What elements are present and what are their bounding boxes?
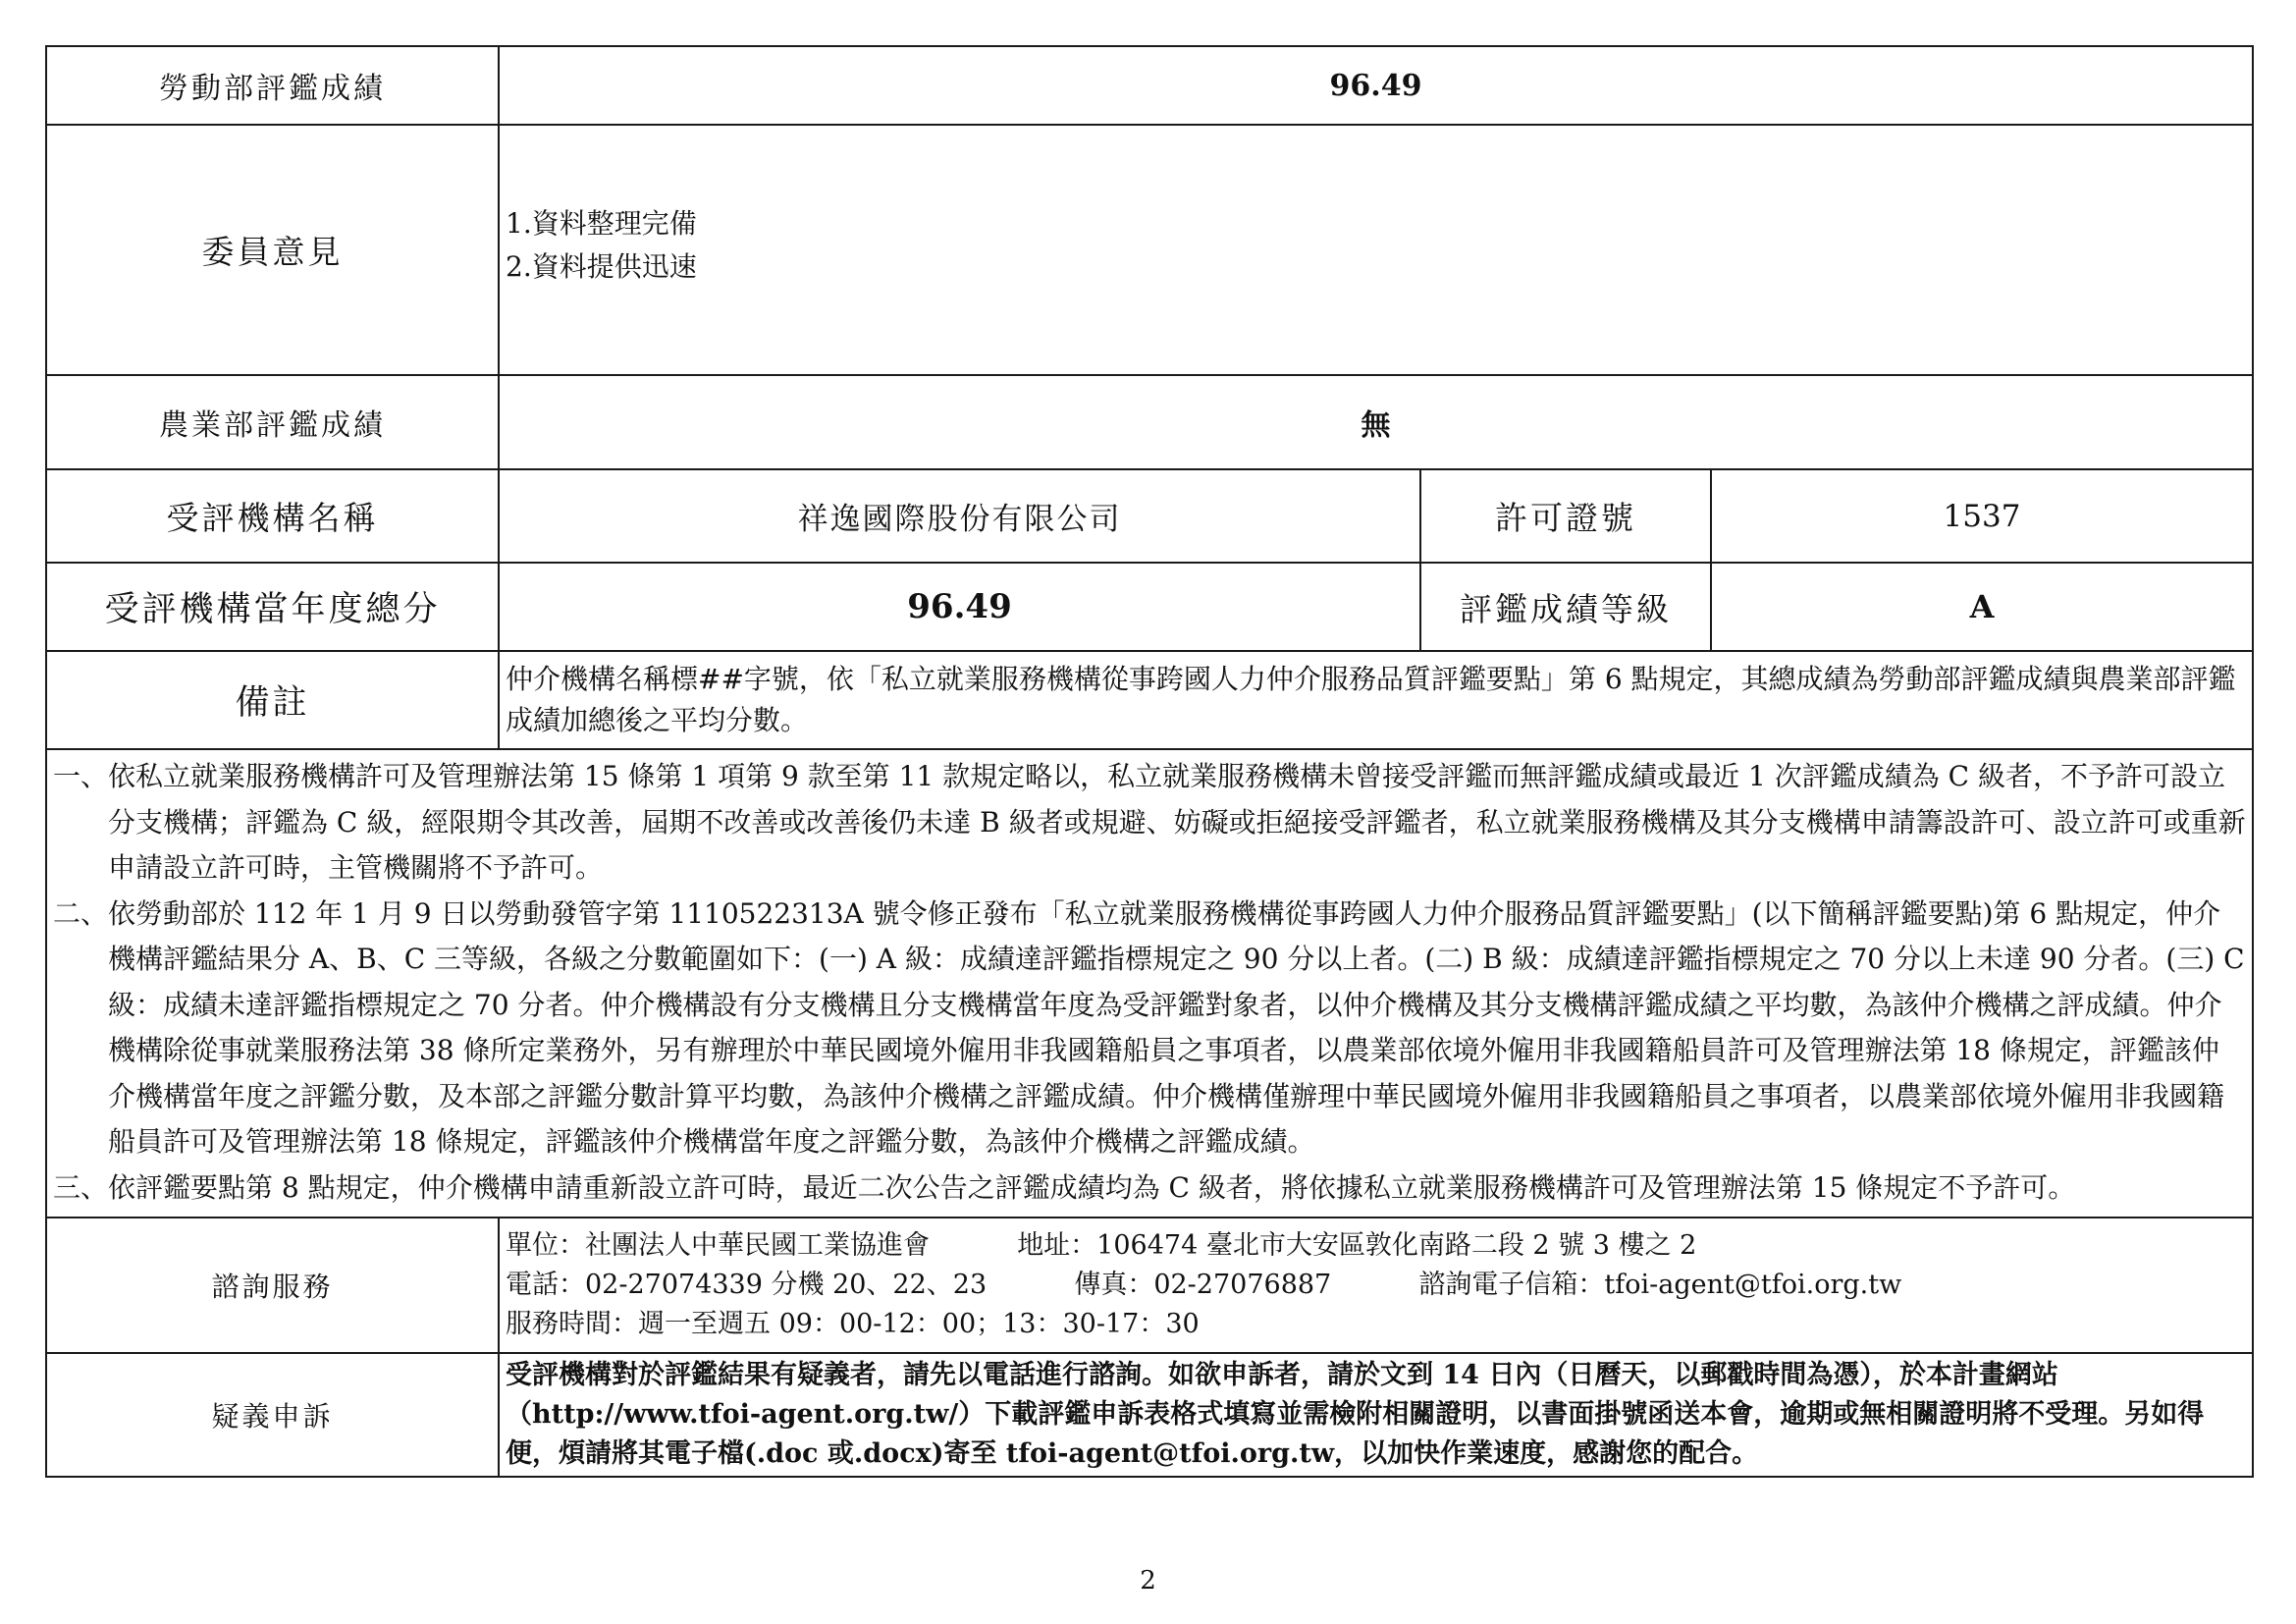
labor-score-label: 勞動部評鑑成績 [46, 46, 499, 125]
note-item [53, 892, 2246, 1165]
labor-score-value: 96.49 [499, 46, 2253, 125]
note-text: 依私立就業服務機構許可及管理辦法第 15 條第 1 項第 9 款至第 11 款規定略以，私立就業服務機構未曾接受評鑑而無評鑑成績或最近 1 次評鑑成績為 C 級者，不予許可設立分支機構；評鑑為 C 級，經限期令其改善，屆期不改善或改善後仍未達 B 級者或規避、妨礙或拒絕接受評鑑者，私立就業服務機構及其分支機構申請籌設許可、設立許可或重新申請設立許可時，主管機關將不予許可。 [108, 760, 2246, 884]
agency-name-label: 受評機構名稱 [46, 469, 499, 563]
note-number: 一、 [53, 760, 109, 792]
agri-score-value: 無 [499, 375, 2253, 469]
total-score-value: 96.49 [499, 563, 1420, 651]
committee-opinions [499, 125, 2253, 375]
committee-opinion-item: 1.資料整理完備 [506, 206, 697, 240]
consult-phone: 電話：02-27074339 分機 20、22、23 [506, 1270, 988, 1300]
license-value: 1537 [1711, 469, 2253, 563]
grade-label: 評鑑成績等級 [1420, 563, 1711, 651]
appeal-label: 疑義申訴 [46, 1353, 499, 1477]
note-number: 二、 [53, 896, 109, 930]
note-text: 依勞動部於 112 年 1 月 9 日以勞動發管字第 1110522313A 號令修正發布「私立就業服務機構從事跨國人力仲介服務品質評鑑要點」(以下簡稱評鑑要點)第 6 點規定，仲介機構評鑑結果分 A、B、C 三等級，各級之分數範圍如下：(一) A 級：成績達評鑑指標規定之 90 分以上者。(二) B 級：成績達評鑑指標規定之 70 分以上未達 90 分者。(三) C 級：成績未達評鑑指標規定之 70 分者。仲介機構設有分支機構且分支機構當年度為受評鑑對象者，以仲介機構及其分支機構評鑑成績之平均數，為該仲介機構之評成績。仲介機構除從事就業服務法第 38 條所定業務外，另有辦理於中華民國境外僱用非我國籍船員之事項者，以農業部依境外僱用非我國籍船員許可及管理辦法第 18 條規定，評鑑該仲介機構當年度之評鑑分數，及本部之評鑑分數計算平均數，為該仲介機構之評鑑成績。仲介機構僅辦理中華民國境外僱用非我國籍船員之事項者，以農業部依境外僱用非我國籍船員許可及管理辦法第 18 條規定，評鑑該仲介機構當年度之評鑑分數，為該仲介機構之評鑑成績。 [108, 896, 2245, 1158]
labor-score-row [46, 46, 2253, 125]
consult-row [46, 1218, 2253, 1353]
note-item [53, 754, 2246, 892]
evaluation-table [45, 45, 2254, 1478]
grade-value: A [1711, 563, 2253, 651]
consult-fax: 傳真：02-27076887 [1074, 1270, 1332, 1300]
total-row [46, 563, 2253, 651]
note-text: 依評鑑要點第 8 點規定，仲介機構申請重新設立許可時，最近二次公告之評鑑成績均為 C 級者，將依據私立就業服務機構許可及管理辦法第 15 條規定不予許可。 [108, 1170, 2076, 1204]
consult-hours: 服務時間：週一至週五 09：00-12：00；13：30-17：30 [506, 1309, 1200, 1339]
agency-row [46, 469, 2253, 563]
consult-line-2 [506, 1266, 2246, 1305]
notes-row [46, 749, 2253, 1218]
agri-score-row [46, 375, 2253, 469]
appeal-row [46, 1353, 2253, 1477]
appeal-text: 受評機構對於評鑑結果有疑義者，請先以電話進行諮詢。如欲申訴者，請於文到 14 日內（日曆天，以郵戳時間為憑），於本計畫網站（http://www.tfoi-agent.org.tw/）下載評鑑申訴表格式填寫並需檢附相關證明，以書面掛號函送本會，逾期或無相關證明將不受理。另如得便，煩請將其電子檔(.doc 或.docx)寄至 tfoi-agent@tfoi.org.tw，以加快作業速度，感謝您的配合。 [499, 1353, 2253, 1477]
committee-label: 委員意見 [46, 125, 499, 375]
consult-address: 地址：106474 臺北市大安區敦化南路二段 2 號 3 樓之 2 [1017, 1230, 1697, 1261]
consult-unit: 單位：社團法人中華民國工業協進會 [506, 1230, 930, 1261]
evaluation-form [45, 45, 2252, 1478]
consult-info [499, 1218, 2253, 1353]
license-label: 許可證號 [1420, 469, 1711, 563]
note-item [53, 1165, 2246, 1212]
consult-email[interactable]: 諮詢電子信箱：tfoi-agent@tfoi.org.tw [1418, 1270, 1902, 1300]
agency-name-value: 祥逸國際股份有限公司 [499, 469, 1420, 563]
page-number: 2 [1140, 1566, 1156, 1596]
total-score-label: 受評機構當年度總分 [46, 563, 499, 651]
committee-row [46, 125, 2253, 375]
consult-line-1 [506, 1226, 2246, 1266]
consult-label: 諮詢服務 [46, 1218, 499, 1353]
remark-text: 仲介機構名稱標##字號，依「私立就業服務機構從事跨國人力仲介服務品質評鑑要點」第 6 點規定，其總成績為勞動部評鑑成績與農業部評鑑成績加總後之平均分數。 [499, 651, 2253, 749]
committee-opinion-item: 2.資料提供迅速 [506, 249, 697, 283]
remark-label: 備註 [46, 651, 499, 749]
agri-score-label: 農業部評鑑成績 [46, 375, 499, 469]
note-number: 三、 [53, 1170, 109, 1204]
notes-block [46, 749, 2253, 1218]
remark-row [46, 651, 2253, 749]
